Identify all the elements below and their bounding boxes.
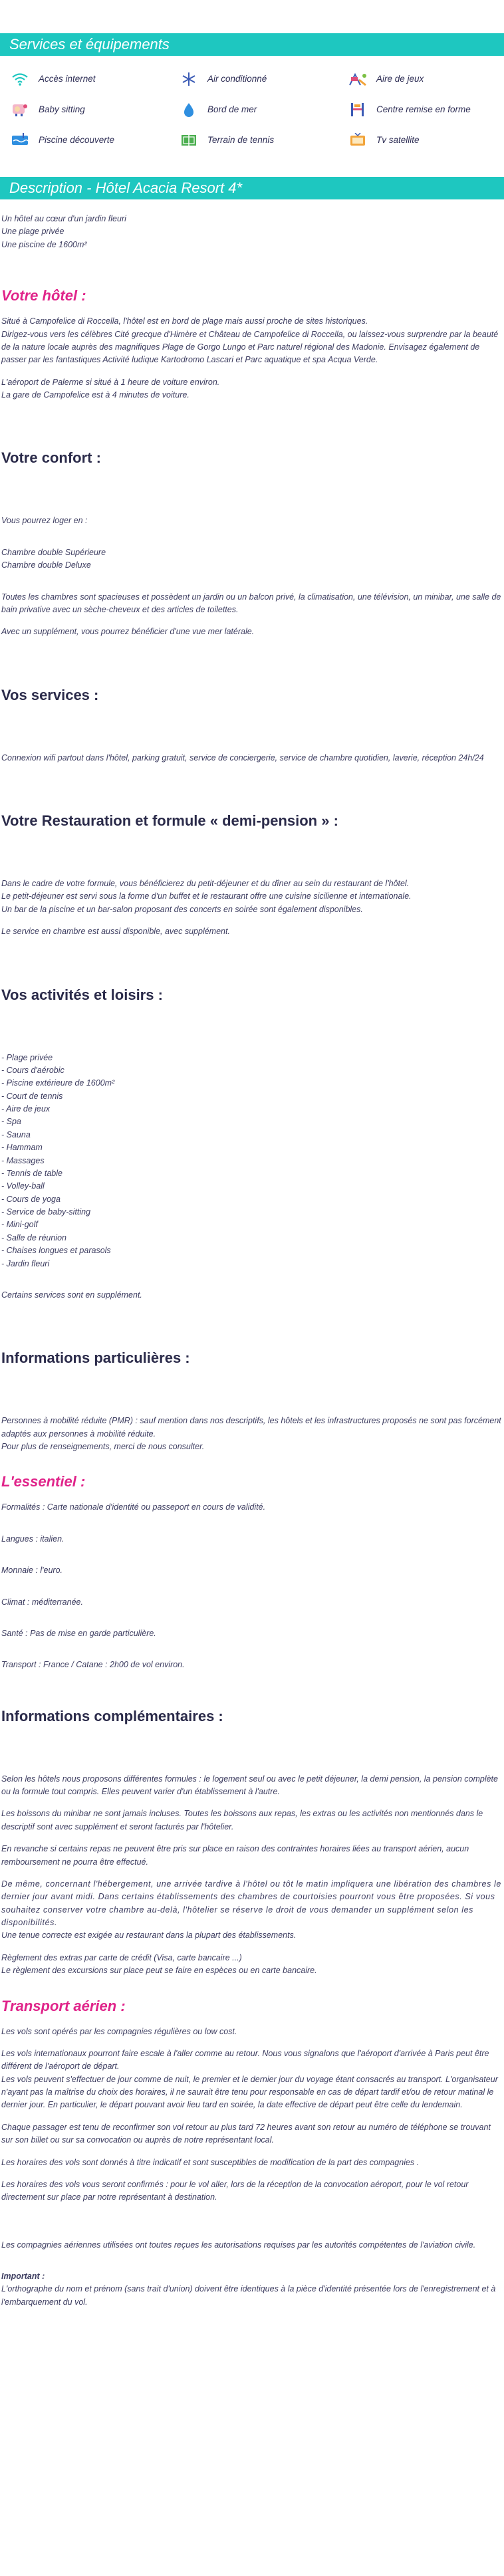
wifi-icon (9, 71, 31, 87)
transport-heading: Transport aérien : (1, 1997, 126, 2014)
complementary-paragraph: Selon les hôtels nous proposons différentes formules : le logement seul ou avec le petit déjeuner, la demi pension, la pension complète ou la formule tout compris. Elles peuvent varier d'un établissement à l'autre. (1, 1774, 498, 1796)
complementary-paragraph: De même, concernant l'hébergement, une arrivée tardive à l'hôtel ou tôt le matin impliquera une libération des chambres le dernier jour avant midi. Dans certains établissements des chambres de courtoisies pourront vous être proposées. Si vous souhaitez conserver votre chambre au-delà, l'hôtelier se réserve le droit de vous demander un supplément selon les disponibilités. (1, 1879, 501, 1927)
list-item: - Chaises longues et parasols (1, 1246, 111, 1256)
description-body (0, 199, 503, 2309)
equipment-item (9, 70, 178, 88)
complementary-paragraph: Le règlement des excursions sur place peut se faire en espèces ou en carte bancaire. (1, 1966, 317, 1976)
intro-line: Une piscine de 1600m² (1, 239, 87, 249)
snowflake-icon (178, 71, 199, 87)
transport-paragraph: Les horaires des vols vous seront confirmés : pour le vol aller, lors de la réception de la convocation aéroport, pour le vol retour directement sur place par notre représentant à destination. (1, 2179, 469, 2202)
comfort-paragraph: Avec un supplément, vous pourrez bénéficier d'une vue mer latérale. (1, 627, 255, 637)
equipment-label: Accès internet (39, 73, 96, 84)
restaurant-paragraph: Le service en chambre est aussi disponible, avec supplément. (1, 927, 230, 937)
list-item: - Service de baby-sitting (1, 1207, 91, 1217)
list-item: - Volley-ball (1, 1181, 45, 1191)
comfort-paragraph: Vous pourrez loger en : (1, 516, 88, 526)
list-item: - Cours d'aérobic (1, 1065, 64, 1075)
equipment-label: Baby sitting (39, 104, 85, 114)
restaurant-paragraph: Dans le cadre de votre formule, vous bénéficierez du petit-déjeuner et du dîner au sein du restaurant de l'hôtel. (1, 879, 410, 888)
transport-paragraph: Les vols peuvent s'effectuer de jour comme de nuit, le premier et le dernier jour du voyage étant consacrés au transport. L'organisateur n'ayant pas la maîtrise du choix des horaires, il ne saurait être tenu pour responsable en cas de départ tardif et/ou de retour matinal le dernier jour. En particulier, le départ pouvant avoir lieu tard en soirée, la date effective de départ peut être celle du lendemain. (1, 2074, 498, 2110)
list-item: - Aire de jeux (1, 1104, 51, 1113)
complementary-paragraph: En revanche si certains repas ne peuvent être pris sur place en raison des contraintes horaires liées au transport aérien, aucun remboursement ne pourra être effectué. (1, 1844, 469, 1867)
equipment-label: Piscine découverte (39, 134, 115, 145)
transport-paragraph: Les compagnies aériennes utilisées ont toutes reçues les autorisations requises par les autorités compétentes de l'aviation civile. (1, 2240, 476, 2250)
tv-icon (347, 132, 368, 148)
restaurant-heading: Votre Restauration et formule « demi-pension » : (1, 812, 338, 829)
hotel-paragraph: Dirigez-vous vers les célèbres Cité grecque d'Himère et Château de Campofelice di Roccella, ou laissez-vous surprendre par la beauté de la nature locale auprès des magnifiques Plage de Gorgo Lungo et Parc naturel régional des Madonie. Envisagez également de passer par les fantastiques Activité ludique Kartodromo Lascari et Parc aquatique et spa Acqua Verde. (1, 329, 499, 365)
transport-paragraph: L'orthographe du nom et prénom (sans trait d'union) doivent être identiques à la pièce d'identité présentée lors de l'enregistrement et à l'embarquement du vol. (1, 2284, 496, 2307)
transport-paragraph: Chaque passager est tenu de reconfirmer son vol retour au plus tard 72 heures avant son retour au numéro de téléphone se trouvant sur son billet ou sur sa convocation ou auprès de notre représentant local. (1, 2122, 491, 2145)
hotel-paragraph: L'aéroport de Palerme si situé à 1 heure de voiture environ. (1, 377, 220, 387)
list-item: - Salle de réunion (1, 1232, 66, 1242)
important-label: Important : (1, 2272, 45, 2281)
services-heading: Vos services : (1, 686, 99, 703)
transport-paragraph: Les horaires des vols sont donnés à titre indicatif et sont susceptibles de modification de la part des compagnies . (1, 2157, 420, 2167)
room-type: Chambre double Deluxe (1, 560, 91, 570)
activities-list (1, 1052, 503, 1270)
transport-paragraph: Les vols internationaux pourront faire escale à l'aller comme au retour. Nous vous signalons que l'aéroport d'arrivée à Paris peut être différent de l'aéroport de départ. (1, 2048, 489, 2071)
list-item: - Massages (1, 1155, 45, 1165)
equipment-label: Tv satellite (376, 134, 420, 145)
list-item: - Tennis de table (1, 1168, 63, 1178)
essential-heading: L'essentiel : (1, 1473, 86, 1490)
list-item: - Court de tennis (1, 1091, 63, 1101)
particular-paragraph: Personnes à mobilité réduite (PMR) : sauf mention dans nos descriptifs, les hôtels et les infrastructures proposés ne sont pas forcément adaptés aux personnes à mobilité réduite. (1, 1416, 501, 1439)
equipment-item (347, 132, 504, 149)
hotel-paragraph: La gare de Campofelice est à 4 minutes de voiture. (1, 390, 189, 400)
list-item: - Cours de yoga (1, 1194, 61, 1204)
equipment-item (9, 101, 178, 118)
particular-paragraph: Pour plus de renseignements, merci de nous consulter. (1, 1442, 205, 1451)
list-item: - Mini-golf (1, 1220, 38, 1230)
intro-line: Un hôtel au cœur d'un jardin fleuri (1, 214, 126, 223)
description-title: Description - Hôtel Acacia Resort 4* (0, 177, 504, 199)
list-item: - Jardin fleuri (1, 1258, 50, 1268)
essential-item: Monnaie : l'euro. (1, 1566, 63, 1576)
equipment-item (178, 132, 347, 149)
complementary-paragraph: Les boissons du minibar ne sont jamais incluses. Toutes les boissons aux repas, les extras ou les activités non mentionnés dans le descriptif sont avec supplément et seront facturés par l'hôtelier. (1, 1809, 483, 1831)
restaurant-paragraph: Un bar de la piscine et un bar-salon proposant des concerts en soirée sont également disponibles. (1, 904, 363, 914)
playground-icon (347, 71, 368, 87)
equipment-item (347, 70, 504, 88)
essential-item: Formalités : Carte nationale d'identité ou passeport en cours de validité. (1, 1502, 266, 1512)
pool-icon (9, 132, 31, 148)
equipment-item (178, 70, 347, 88)
equipment-item (9, 132, 178, 149)
equipment-item (347, 101, 504, 118)
water-drop-icon (178, 102, 199, 118)
complementary-paragraph: Règlement des extras par carte de crédit (Visa, carte bancaire ...) (1, 1952, 242, 1962)
equipment-label: Aire de jeux (376, 73, 424, 84)
complementary-paragraph: Une tenue correcte est exigée au restaurant dans la plupart des établissements. (1, 1931, 297, 1940)
comfort-paragraph: Toutes les chambres sont spacieuses et possèdent un jardin ou un balcon privé, la climatisation, une télévision, un minibar, une salle de bain privative avec un sèche-cheveux et des articles de toilettes. (1, 592, 501, 614)
complementary-heading: Informations complémentaires : (1, 1707, 223, 1724)
restaurant-paragraph: Le petit-déjeuner est servi sous la forme d'un buffet et le restaurant offre une cuisine sicilienne et internationale. (1, 891, 412, 901)
tennis-icon (178, 132, 199, 148)
baby-icon (9, 102, 31, 118)
intro-line: Une plage privée (1, 227, 64, 237)
essential-item: Santé : Pas de mise en garde particulière. (1, 1628, 156, 1638)
essential-item: Langues : italien. (1, 1534, 64, 1544)
equipments-grid (0, 56, 504, 149)
page (0, 33, 504, 2309)
list-item: - Hammam (1, 1143, 43, 1153)
activities-heading: Vos activités et loisirs : (1, 986, 163, 1003)
transport-paragraph: Les vols sont opérés par les compagnies régulières ou low cost. (1, 2026, 237, 2036)
equipment-label: Terrain de tennis (207, 134, 275, 145)
activities-note: Certains services sont en supplément. (1, 1290, 142, 1300)
room-type: Chambre double Supérieure (1, 547, 106, 557)
hotel-heading: Votre hôtel : (1, 287, 86, 304)
list-item: - Piscine extérieure de 1600m² (1, 1078, 115, 1088)
essential-item: Climat : méditerranée. (1, 1597, 83, 1607)
list-item: - Sauna (1, 1129, 31, 1139)
services-paragraph: Connexion wifi partout dans l'hôtel, parking gratuit, service de conciergerie, service de chambre quotidien, laverie, réception 24h/24 (1, 753, 484, 762)
equipments-title: Services et équipements (0, 33, 504, 56)
essential-item: Transport : France / Catane : 2h00 de vol environ. (1, 1660, 185, 1670)
list-item: - Plage privée (1, 1052, 53, 1062)
hotel-paragraph: Situé à Campofelice di Roccella, l'hôtel est en bord de plage mais aussi proche de sites historiques. (1, 316, 368, 326)
equipment-label: Centre remise en forme (376, 104, 471, 114)
comfort-heading: Votre confort : (1, 449, 101, 467)
particular-heading: Informations particulières : (1, 1349, 190, 1367)
fitness-icon (347, 102, 368, 118)
list-item: - Spa (1, 1117, 21, 1127)
equipment-label: Air conditionné (207, 73, 267, 84)
equipment-item (178, 101, 347, 118)
equipment-label: Bord de mer (207, 104, 257, 114)
